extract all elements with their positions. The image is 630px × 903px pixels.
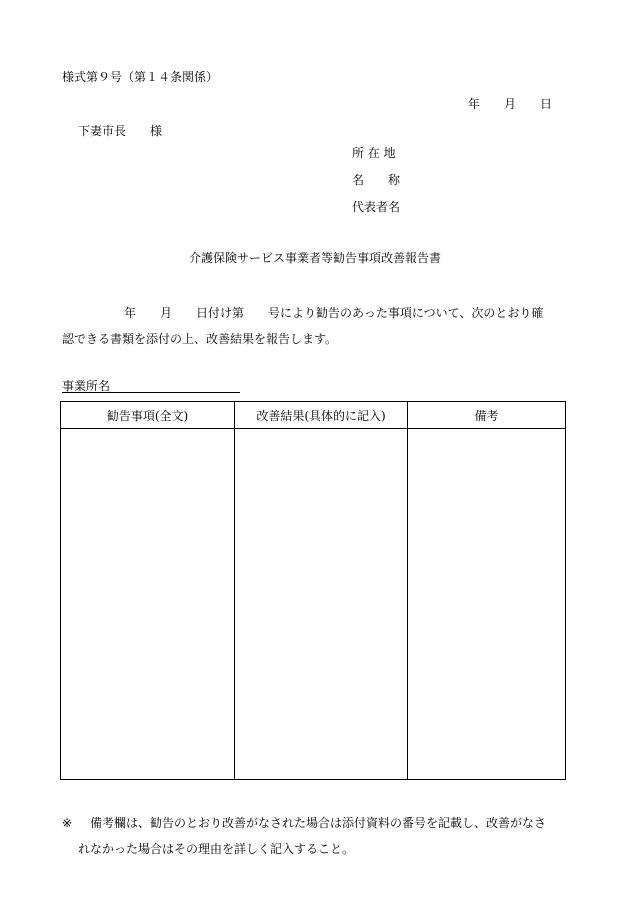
note-line-1: 備考欄は、勧告のとおり改善がなされた場合は添付資料の番号を記載し、改善がなさ: [90, 816, 547, 830]
date-line: 年 月 日: [468, 97, 553, 111]
table-row: [61, 429, 566, 780]
remarks-cell[interactable]: [408, 429, 566, 780]
table-header-row: [61, 402, 566, 429]
office-name-underline: [62, 392, 240, 393]
result-cell[interactable]: [235, 429, 408, 780]
report-table: [60, 401, 566, 780]
body-line-2: 認できる書類を添付の上、改善結果を報告します。: [62, 332, 338, 346]
column-header-remarks: 備考: [408, 402, 566, 429]
body-text: [62, 300, 572, 352]
column-header-recommendation: 勧告事項(全文): [61, 402, 235, 429]
addressee: 下妻市長 様: [78, 124, 163, 138]
applicant-block: [352, 146, 400, 227]
document-title: 介護保険サービス事業者等勧告事項改善報告書: [188, 251, 441, 265]
column-header-result: 改善結果(具体的に記入): [235, 402, 408, 429]
body-line-1: 年 月 日付け第 号により勧告のあった事項について、次のとおり確: [124, 306, 544, 320]
location-label: 所 在 地: [352, 146, 396, 160]
form-number: 様式第９号（第１４条関係）: [62, 70, 219, 84]
footnote: [62, 810, 582, 862]
representative-label: 代表者名: [352, 200, 401, 214]
note-line-2: れなかった場合はその理由を詳しく記入すること。: [78, 842, 355, 856]
office-name-label: 事業所名: [62, 379, 111, 393]
note-mark: ※: [62, 816, 73, 830]
name-label: 名 称: [352, 173, 401, 187]
recommendation-cell[interactable]: [61, 429, 235, 780]
